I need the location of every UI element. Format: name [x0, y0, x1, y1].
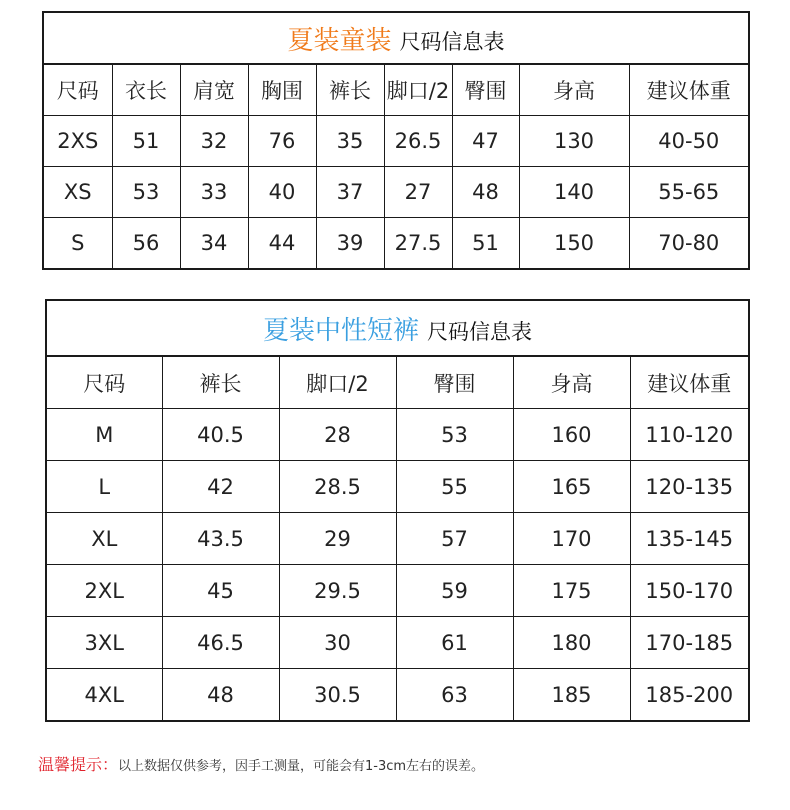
table-cell: 27.5 — [384, 218, 452, 270]
table-cell: 44 — [248, 218, 316, 270]
table-cell: 180 — [513, 617, 630, 669]
table-cell: 120-135 — [630, 461, 749, 513]
table-cell: 185-200 — [630, 669, 749, 722]
table-cell: 43.5 — [162, 513, 279, 565]
header-cell: 衣长 — [112, 64, 180, 116]
table-cell: XL — [46, 513, 162, 565]
table-cell: 110-120 — [630, 409, 749, 461]
shorts-header-row — [46, 356, 749, 409]
shorts-title-plain: 尺码信息表 — [427, 319, 533, 344]
shorts-title-colored: 夏装中性短裤 — [263, 315, 420, 346]
table-cell: M — [46, 409, 162, 461]
table-cell: 3XL — [46, 617, 162, 669]
table-row — [46, 565, 749, 617]
table-cell: 175 — [513, 565, 630, 617]
shorts-size-table — [45, 299, 750, 722]
table-cell: 2XL — [46, 565, 162, 617]
table-row — [46, 617, 749, 669]
table-cell: 40 — [248, 167, 316, 218]
table-row — [43, 116, 749, 167]
table-cell: 130 — [519, 116, 629, 167]
kids-table-title — [43, 12, 749, 64]
table-cell: 56 — [112, 218, 180, 270]
table-cell: 28.5 — [279, 461, 396, 513]
table-row — [46, 409, 749, 461]
table-cell: 185 — [513, 669, 630, 722]
header-cell: 建议体重 — [629, 64, 749, 116]
header-cell: 裤长 — [316, 64, 384, 116]
table-cell: 61 — [396, 617, 513, 669]
table-cell: 47 — [452, 116, 519, 167]
table-cell: XS — [43, 167, 112, 218]
table-cell: 170-185 — [630, 617, 749, 669]
shorts-table-title — [46, 300, 749, 356]
table-cell: 48 — [452, 167, 519, 218]
table-row — [43, 218, 749, 270]
header-cell: 脚口/2 — [279, 356, 396, 409]
table-cell: 55-65 — [629, 167, 749, 218]
table-cell: 26.5 — [384, 116, 452, 167]
table-cell: 45 — [162, 565, 279, 617]
table-cell: 55 — [396, 461, 513, 513]
table-cell: 4XL — [46, 669, 162, 722]
table-cell: 57 — [396, 513, 513, 565]
header-cell: 肩宽 — [180, 64, 248, 116]
header-cell: 尺码 — [43, 64, 112, 116]
kids-title-colored: 夏装童装 — [287, 25, 392, 56]
header-cell: 脚口/2 — [384, 64, 452, 116]
table-cell: 33 — [180, 167, 248, 218]
table-cell: 70-80 — [629, 218, 749, 270]
table-row — [46, 513, 749, 565]
header-cell: 身高 — [513, 356, 630, 409]
header-cell: 胸围 — [248, 64, 316, 116]
table-cell: 160 — [513, 409, 630, 461]
table-row — [46, 461, 749, 513]
table-row — [43, 167, 749, 218]
table-cell: 30 — [279, 617, 396, 669]
table-cell: 39 — [316, 218, 384, 270]
table-cell: 27 — [384, 167, 452, 218]
table-cell: 165 — [513, 461, 630, 513]
table-cell: S — [43, 218, 112, 270]
header-cell: 尺码 — [46, 356, 162, 409]
table-cell: 29 — [279, 513, 396, 565]
table-cell: 150-170 — [630, 565, 749, 617]
kids-size-table — [42, 11, 750, 270]
table-cell: 59 — [396, 565, 513, 617]
tip-text: 以上数据仅供参考，因手工测量，可能会有1-3cm左右的误差。 — [118, 759, 485, 774]
table-cell: 35 — [316, 116, 384, 167]
header-cell: 裤长 — [162, 356, 279, 409]
tip-label: 温馨提示： — [38, 755, 119, 774]
table-cell: 140 — [519, 167, 629, 218]
table-cell: 135-145 — [630, 513, 749, 565]
table-cell: 29.5 — [279, 565, 396, 617]
table-cell: 53 — [396, 409, 513, 461]
header-cell: 臀围 — [396, 356, 513, 409]
table-cell: 46.5 — [162, 617, 279, 669]
header-cell: 身高 — [519, 64, 629, 116]
table-cell: 42 — [162, 461, 279, 513]
kids-header-row — [43, 64, 749, 116]
kids-title-plain: 尺码信息表 — [399, 29, 505, 54]
table-cell: 2XS — [43, 116, 112, 167]
table-cell: 51 — [452, 218, 519, 270]
table-cell: 48 — [162, 669, 279, 722]
header-cell: 建议体重 — [630, 356, 749, 409]
header-cell: 臀围 — [452, 64, 519, 116]
table-cell: 30.5 — [279, 669, 396, 722]
table-cell: 63 — [396, 669, 513, 722]
table-cell: 40.5 — [162, 409, 279, 461]
table-cell: 40-50 — [629, 116, 749, 167]
table-cell: 76 — [248, 116, 316, 167]
table-cell: 53 — [112, 167, 180, 218]
table-cell: 51 — [112, 116, 180, 167]
table-cell: L — [46, 461, 162, 513]
table-cell: 32 — [180, 116, 248, 167]
measurement-tip — [38, 752, 484, 775]
table-cell: 150 — [519, 218, 629, 270]
table-cell: 170 — [513, 513, 630, 565]
table-cell: 37 — [316, 167, 384, 218]
table-row — [46, 669, 749, 722]
table-cell: 28 — [279, 409, 396, 461]
table-cell: 34 — [180, 218, 248, 270]
